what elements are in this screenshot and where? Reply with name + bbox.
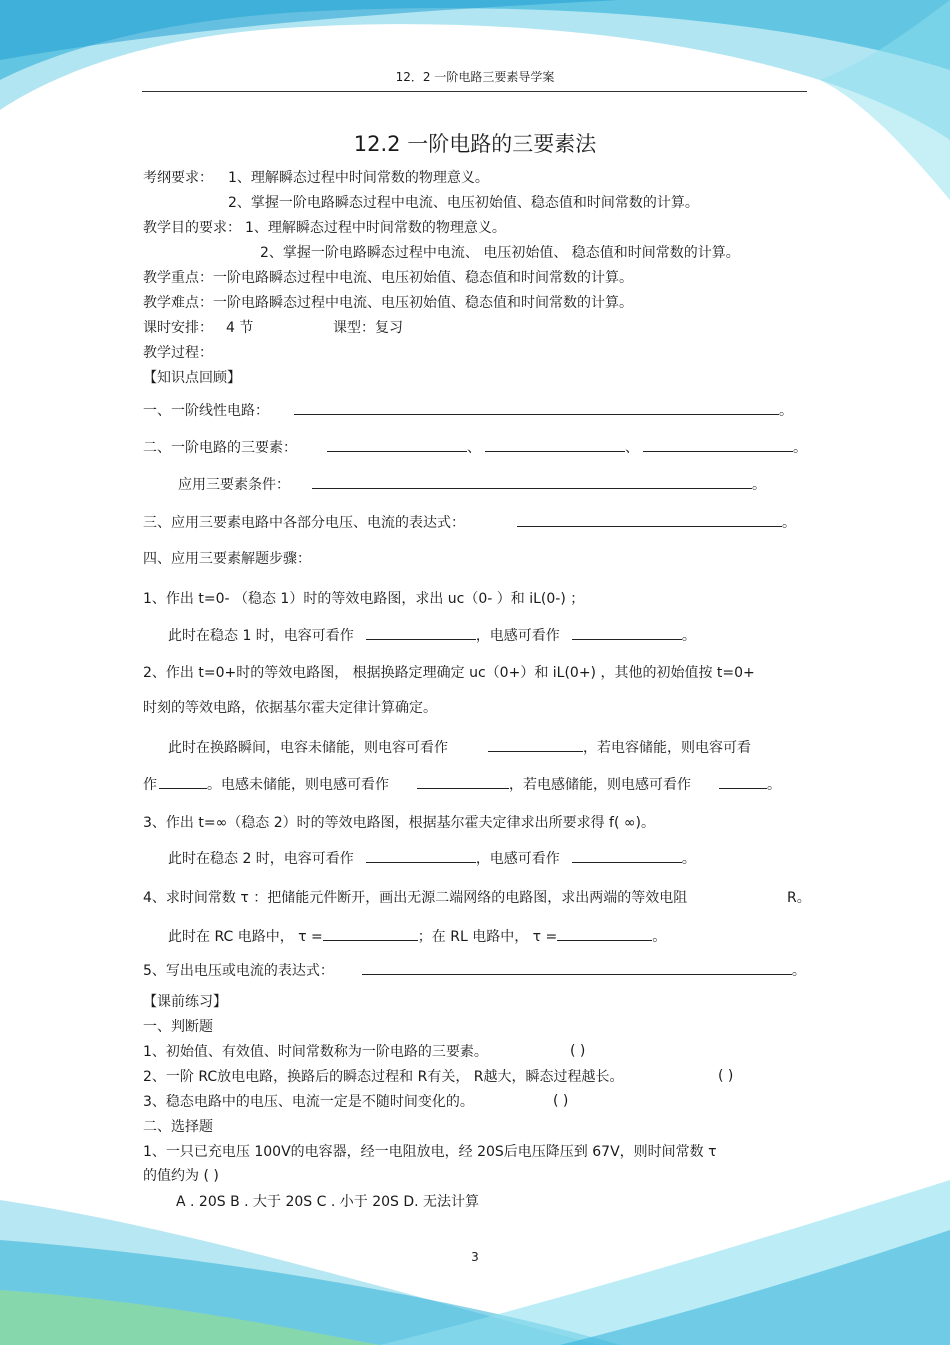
answer-paren[interactable]: ( ) <box>718 1068 734 1084</box>
practice-heading: 【课前练习】 <box>143 994 227 1010</box>
mc-question-1: 1、一只已充电压 100V的电容器，经一电阻放电，经 20S后电压降压到 67V，则时间常数 τ <box>143 1144 717 1160</box>
tf-heading: 一、判断题 <box>143 1019 213 1035</box>
goals-label: 教学目的要求： <box>143 220 241 236</box>
review-heading: 【知识点回顾】 <box>143 370 241 386</box>
tf-question-3: 3、稳态电路中的电压、电流一定是不随时间变化的。 <box>143 1094 474 1110</box>
step-4-detail: 此时在 RC 电路中， τ = ；在 RL 电路中， τ = 。 <box>168 926 666 947</box>
step-4-r: R。 <box>787 890 811 906</box>
step-2-detail-cont: 作 。电感未储能，则电感可看作 ，若电感储能，则电感可看作 。 <box>143 774 781 795</box>
review-q2: 二、一阶电路的三要素： 、 、 。 <box>143 437 807 458</box>
schedule-label: 课时安排： <box>143 320 213 336</box>
answer-blank[interactable] <box>362 960 792 975</box>
answer-blank[interactable] <box>294 400 779 415</box>
answer-blank[interactable] <box>327 437 467 452</box>
review-q3: 三、应用三要素电路中各部分电压、电流的表达式： 。 <box>143 512 796 533</box>
mc-question-1-cont: 的值约为 ( ) <box>143 1168 219 1184</box>
goals-item-2: 2、掌握一阶电路瞬态过程中电流、 电压初始值、 稳态值和时间常数的计算。 <box>260 245 740 261</box>
answer-blank[interactable] <box>557 926 652 941</box>
tf-question-1: 1、初始值、有效值、时间常数称为一阶电路的三要素。 <box>143 1044 488 1060</box>
lesson-type: 课型：复习 <box>333 320 403 336</box>
step-2-cont: 时刻的等效电路，依据基尔霍夫定律计算确定。 <box>143 700 437 716</box>
step-1: 1、作出 t=0- （稳态 1）时的等效电路图，求出 uc（0- ）和 iL(0-) ； <box>143 591 585 607</box>
page-title: 12.2 一阶电路的三要素法 <box>353 132 597 156</box>
mc-options: A . 20S B . 大于 20S C . 小于 20S D. 无法计算 <box>176 1194 480 1210</box>
difficulty: 教学难点：一阶电路瞬态过程中电流、电压初始值、稳态值和时间常数的计算。 <box>143 295 633 311</box>
running-header: 12．2 一阶电路三要素导学案 <box>395 70 555 84</box>
answer-blank[interactable] <box>572 848 682 863</box>
step-3-detail: 此时在稳态 2 时，电容可看作 ，电感可看作 。 <box>168 848 696 869</box>
syllabus-item-1: 1、理解瞬态过程中时间常数的物理意义。 <box>228 170 489 186</box>
syllabus-item-2: 2、掌握一阶电路瞬态过程中电流、电压初始值、稳态值和时间常数的计算。 <box>228 195 699 211</box>
step-2-detail: 此时在换路瞬间，电容未储能，则电容可看作 ，若电容储能，则电容可看 <box>168 737 751 758</box>
answer-blank[interactable] <box>719 774 767 789</box>
page-number: 3 <box>471 1250 479 1264</box>
answer-blank[interactable] <box>312 474 752 489</box>
process-label: 教学过程： <box>143 345 213 361</box>
review-q1: 一、一阶线性电路： 。 <box>143 400 793 421</box>
goals-item-1: 1、理解瞬态过程中时间常数的物理意义。 <box>245 220 506 236</box>
answer-blank[interactable] <box>485 437 625 452</box>
review-q4: 四、应用三要素解题步骤： <box>143 551 311 567</box>
step-4: 4、求时间常数 τ ：把储能元件断开，画出无源二端网络的电路图，求出两端的等效电阻 <box>143 890 688 906</box>
step-1-detail: 此时在稳态 1 时，电容可看作 ，电感可看作 。 <box>168 625 696 646</box>
step-2: 2、作出 t=0+时的等效电路图， 根据换路定理确定 uc（0+）和 iL(0+) ，其他的初始值按 t=0+ <box>143 665 755 681</box>
answer-blank[interactable] <box>159 774 207 789</box>
answer-blank[interactable] <box>643 437 793 452</box>
answer-blank[interactable] <box>366 625 476 640</box>
answer-blank[interactable] <box>517 512 782 527</box>
answer-paren[interactable]: ( ) <box>570 1043 586 1059</box>
step-5: 5、写出电压或电流的表达式： 。 <box>143 960 806 981</box>
tf-question-2: 2、一阶 RC放电电路，换路后的瞬态过程和 R有关， R越大，瞬态过程越长。 <box>143 1069 624 1085</box>
step-3: 3、作出 t=∞（稳态 2）时的等效电路图，根据基尔霍夫定律求出所要求得 f( ∞)。 <box>143 815 656 831</box>
header-rule <box>142 91 807 92</box>
syllabus-label: 考纲要求： <box>143 170 213 186</box>
key-point: 教学重点：一阶电路瞬态过程中电流、电压初始值、稳态值和时间常数的计算。 <box>143 270 633 286</box>
answer-blank[interactable] <box>323 926 418 941</box>
answer-paren[interactable]: ( ) <box>553 1093 569 1109</box>
review-q2b: 应用三要素条件： 。 <box>178 474 766 495</box>
mc-heading: 二、选择题 <box>143 1119 213 1135</box>
schedule-hours: 4 节 <box>226 320 254 336</box>
answer-blank[interactable] <box>366 848 476 863</box>
answer-blank[interactable] <box>488 737 583 752</box>
answer-blank[interactable] <box>417 774 509 789</box>
answer-blank[interactable] <box>572 625 682 640</box>
